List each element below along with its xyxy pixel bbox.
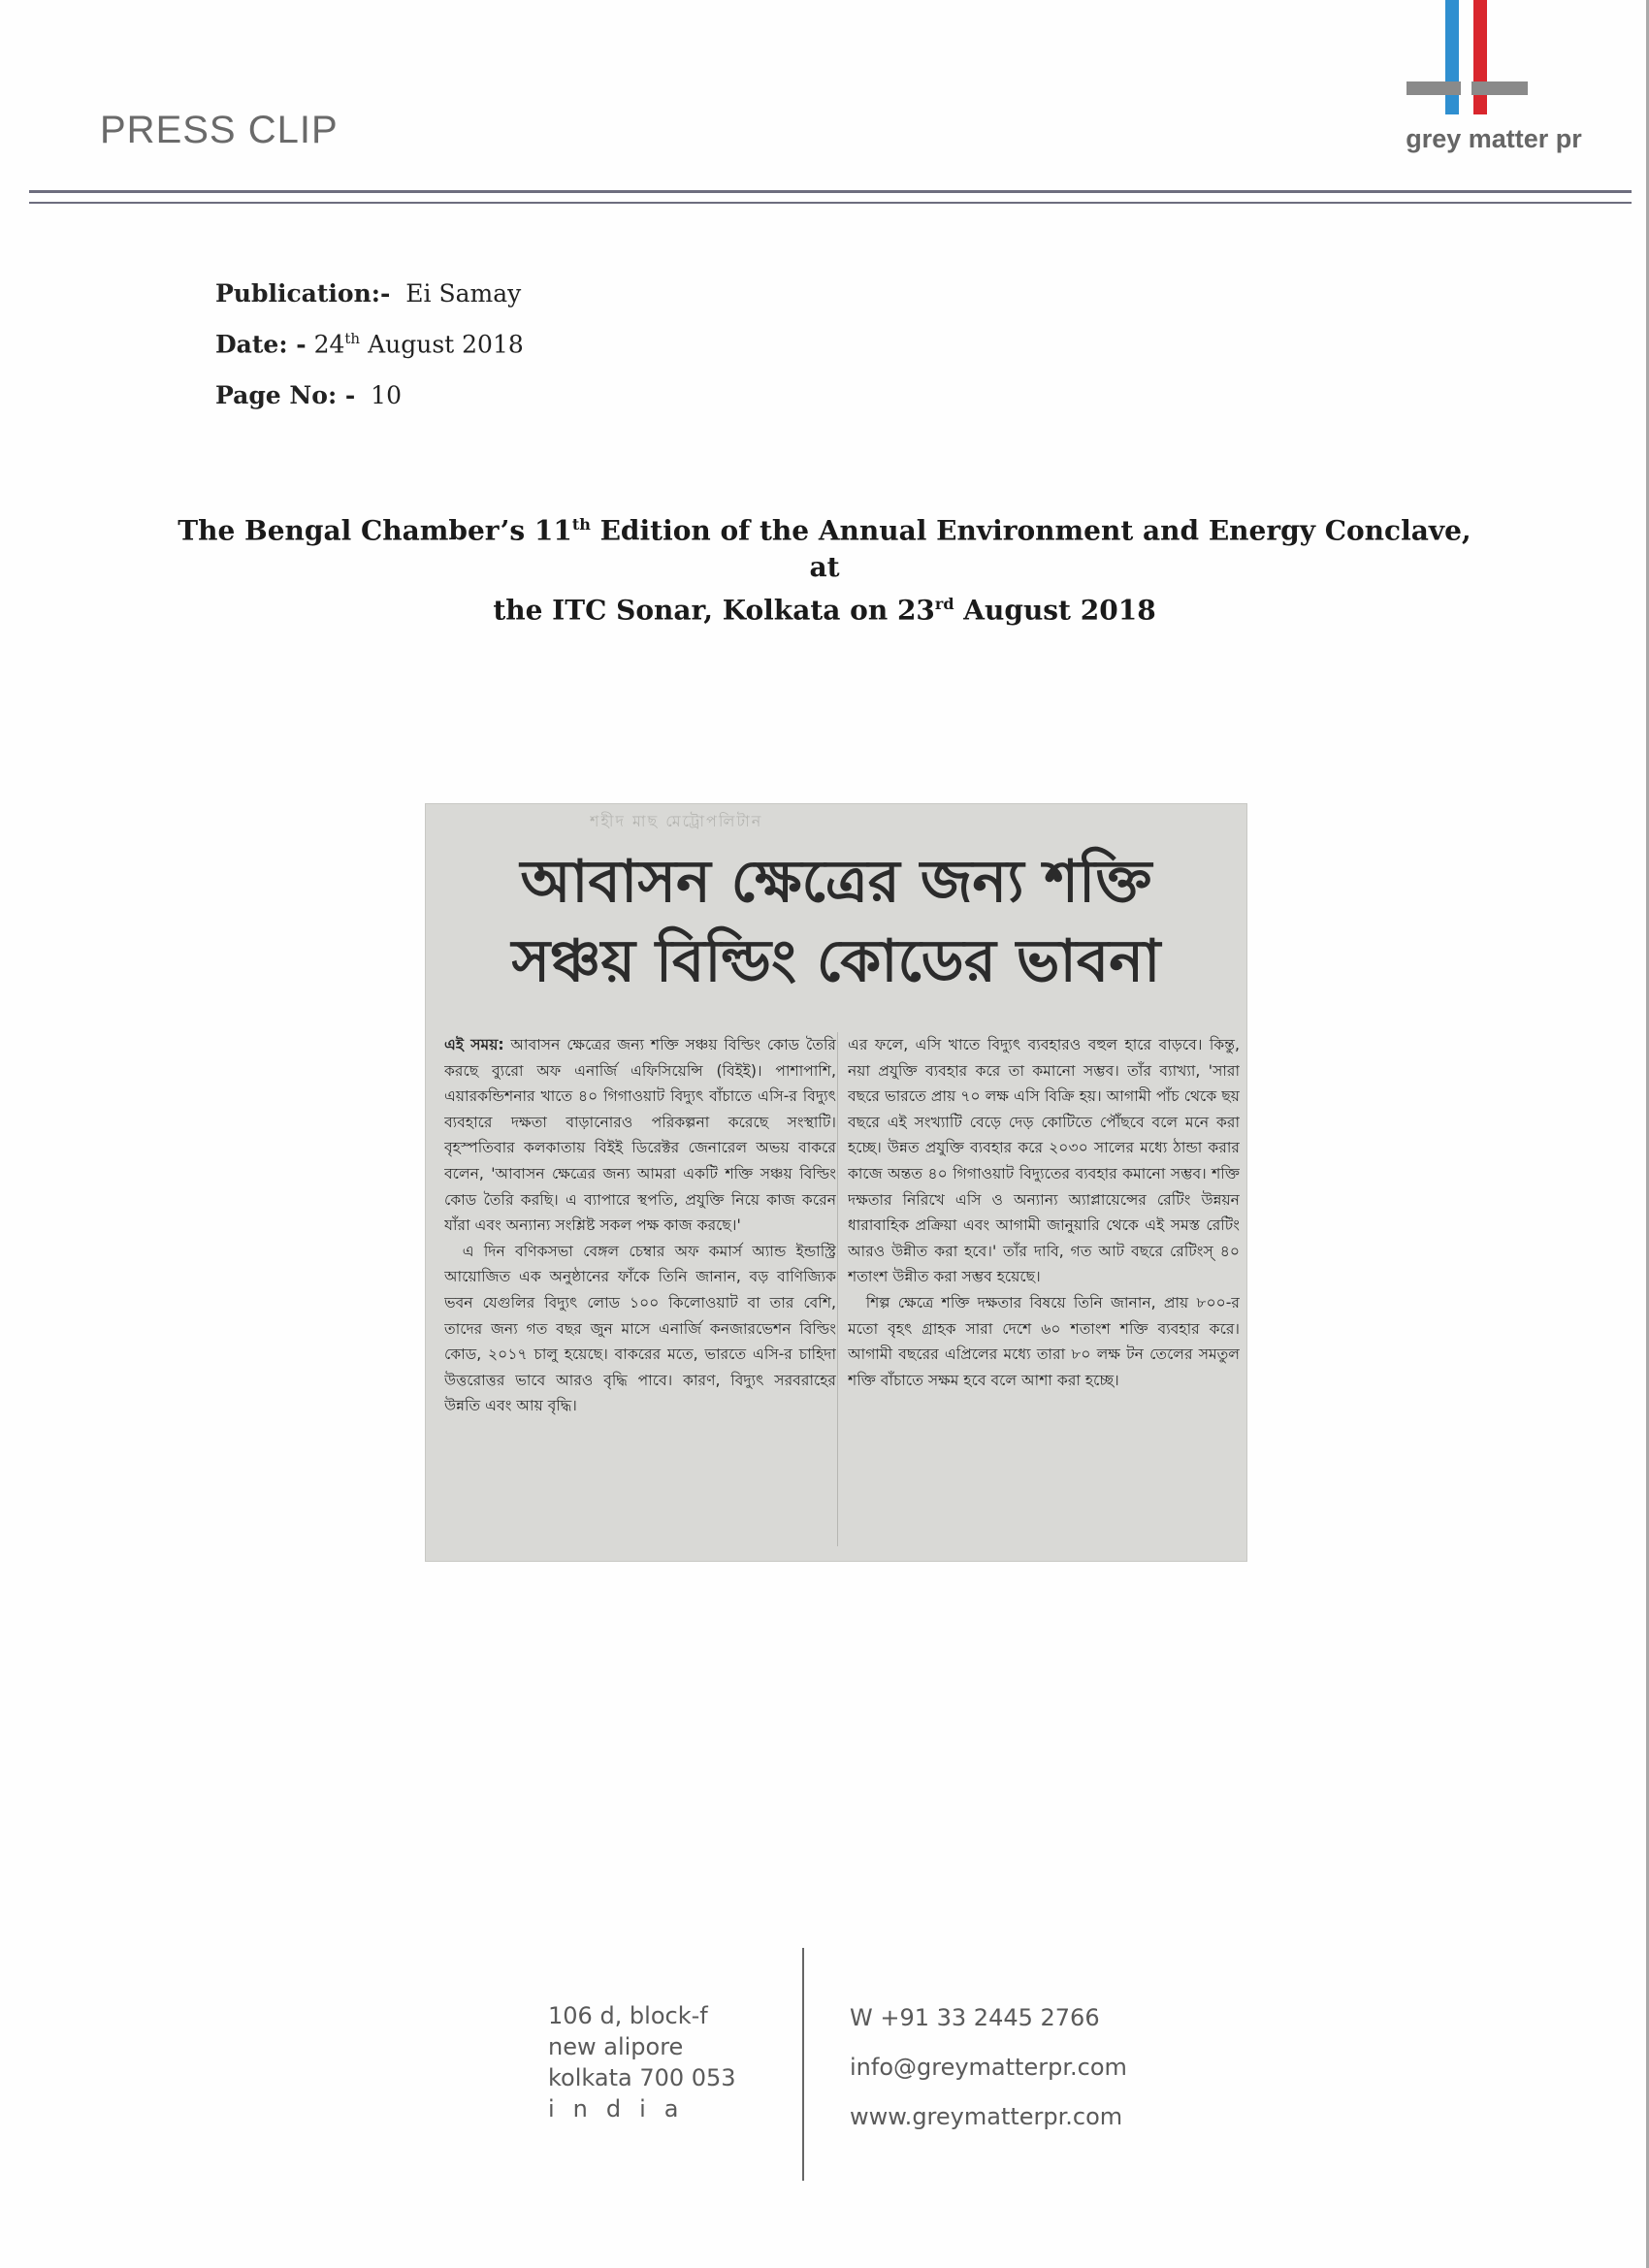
event-title-part1: The Bengal Chamber’s 11 bbox=[178, 514, 572, 547]
publication-value: Ei Samay bbox=[405, 279, 522, 308]
date-day: 24 bbox=[313, 330, 345, 359]
date-line bbox=[215, 330, 524, 358]
event-title bbox=[175, 506, 1474, 630]
clipping-headline-line1: আবাসন ক্ষেত্রের জন্য শক্তি bbox=[520, 848, 1152, 916]
date-suffix: th bbox=[344, 330, 361, 347]
clipping-paragraph: এর ফলে, এসি খাতে বিদ্যুৎ ব্যবহারও বহুল হারে বাড়বে। কিন্তু, নয়া প্রযুক্তি ব্যবহার করে তা কমানো সম্ভব। তাঁর ব্যাখ্যা, 'সারা বছরে ভারতে প্রায় ৭০ লক্ষ এসি বিক্রি হয়। আগামী পাঁচ থেকে ছয় বছরে এই সংখ্যাটি বেড়ে দেড় কোটিতে পৌঁছবে বলে মনে করা হচ্ছে। উন্নত প্রযুক্তি ব্যবহার করে ২০৩০ সালের মধ্যে ঠান্ডা করার কাজে অন্তত ৪০ গিগাওয়াট বিদ্যুতের ব্যবহার কমানো সম্ভব। শক্তি দক্ষতার নিরিখে এসি ও অন্যান্য অ্যাপ্লায়েন্সের রেটিং উন্নয়ন ধারাবাহিক প্রক্রিয়া এবং আগামী জানুয়ারি থেকে এই সমস্ত রেটিং আরও উন্নীত করা হবে।' তাঁর দাবি, গত আট বছরে রেটিংস্ ৪০ শতাংশ উন্নীত করা সম্ভব হয়েছে। bbox=[848, 1036, 1240, 1286]
footer-divider bbox=[802, 1948, 804, 2181]
page-label: Page No: - bbox=[215, 381, 356, 409]
clipping-headline bbox=[425, 842, 1247, 1001]
clipping-column-right bbox=[848, 1032, 1240, 1558]
footer-phone: W +91 33 2445 2766 bbox=[850, 2004, 1100, 2031]
address-line-2: new alipore bbox=[548, 2033, 684, 2060]
clipping-dateline: এই সময়: bbox=[444, 1036, 504, 1053]
header-rule-top bbox=[29, 190, 1632, 193]
clipping-column-divider bbox=[837, 1032, 838, 1546]
clipping-top-strip: শহীদ মাছ মেট্রোপলিটান bbox=[590, 812, 763, 830]
date-rest: August 2018 bbox=[368, 330, 524, 359]
event-title-sup1: th bbox=[571, 515, 591, 534]
footer-website-link[interactable]: www.greymatterpr.com bbox=[850, 2103, 1123, 2130]
clipping-paragraph: এ দিন বণিকসভা বেঙ্গল চেম্বার অফ কমার্স অ্যান্ড ইন্ডাস্ট্রি আয়োজিত এক অনুষ্ঠানের ফাঁকে তিনি জানান, বড় বাণিজ্যিক ভবন যেগুলির বিদ্যুৎ লোড ১০০ কিলোওয়াট বা তার বেশি, তাদের জন্য গত বছর জুন মাসে এনার্জি কনজারভেশন বিল্ডিং কোড, ২০১৭ চালু হয়েছে। বাকরের মতে, ভারতে এসি-র চাহিদা উত্তরোত্তর ভাবে আরও বৃদ্ধি পাবে। কারণ, বিদ্যুৎ সরবরাহের উন্নতি এবং আয় বৃদ্ধি। bbox=[444, 1242, 836, 1415]
header-rule-bottom bbox=[29, 202, 1632, 204]
event-title-part4: August 2018 bbox=[954, 594, 1156, 627]
press-clip-label: PRESS CLIP bbox=[100, 109, 339, 151]
clipping-headline-line2: সঞ্চয় বিল্ডিং কোডের ভাবনা bbox=[511, 927, 1161, 995]
publication-line bbox=[215, 279, 521, 308]
logo-red-stripe bbox=[1473, 0, 1487, 114]
footer-email-link[interactable]: info@greymatterpr.com bbox=[850, 2054, 1127, 2081]
clipping-paragraph: শিল্প ক্ষেত্রে শক্তি দক্ষতার বিষয়ে তিনি জানান, প্রায় ৮০০-র মতো বৃহৎ গ্রাহক সারা দেশে ৬০ শতাংশ শক্তি ব্যবহার করে। আগামী বছরের এপ্রিলের মধ্যে তারা ৮০ লক্ষ টন তেলের সমতুল শক্তি বাঁচাতে সক্ষম হবে বলে আশা করা হচ্ছে। bbox=[848, 1293, 1240, 1389]
event-title-sup2: rd bbox=[934, 595, 954, 614]
clipping-column-left bbox=[444, 1032, 836, 1558]
address-line-3: kolkata 700 053 bbox=[548, 2064, 736, 2091]
clipping-paragraph bbox=[444, 1032, 836, 1239]
logo-blue-stripe bbox=[1445, 0, 1459, 114]
publication-label: Publication:- bbox=[215, 279, 391, 308]
logo-white-gap bbox=[1461, 78, 1471, 116]
address-line-4: india bbox=[548, 2095, 697, 2122]
event-title-part3: the ITC Sonar, Kolkata on 23 bbox=[493, 594, 935, 627]
clipping-left-p1: আবাসন ক্ষেত্রের জন্য শক্তি সঞ্চয় বিল্ডিং কোড তৈরি করছে ব্যুরো অফ এনার্জি এফিসিয়েন্সি (বিইই)। পাশাপাশি, এয়ারকন্ডিশনার খাতে ৪০ গিগাওয়াট বিদ্যুৎ বাঁচাতে এসি-র বিদ্যুৎ ব্যবহারে দক্ষতা বাড়ানোরও পরিকল্পনা করেছে সংস্থাটি। বৃহস্পতিবার কলকাতায় বিইই ডিরেক্টর জেনারেল অভয় বাকরে বলেন, 'আবাসন ক্ষেত্রের জন্য আমরা একটি শক্তি সঞ্চয় বিল্ডিং কোড তৈরি করছি। এ ব্যাপারে স্থপতি, প্রযুক্তি নিয়ে কাজ করেন যাঁরা এবং অন্যান্য সংশ্লিষ্ট সকল পক্ষ কাজ করছে।' bbox=[444, 1036, 836, 1235]
footer-address bbox=[548, 2000, 742, 2124]
brand-name: grey matter pr bbox=[1406, 124, 1582, 153]
page-number-line bbox=[215, 381, 402, 409]
date-label: Date: - bbox=[215, 330, 307, 359]
address-line-1: 106 d, block-f bbox=[548, 2002, 708, 2029]
event-title-part2: Edition of the Annual Environment and Energy Conclave, at bbox=[590, 514, 1471, 584]
newspaper-clipping bbox=[425, 803, 1247, 1562]
page-value: 10 bbox=[371, 381, 402, 409]
